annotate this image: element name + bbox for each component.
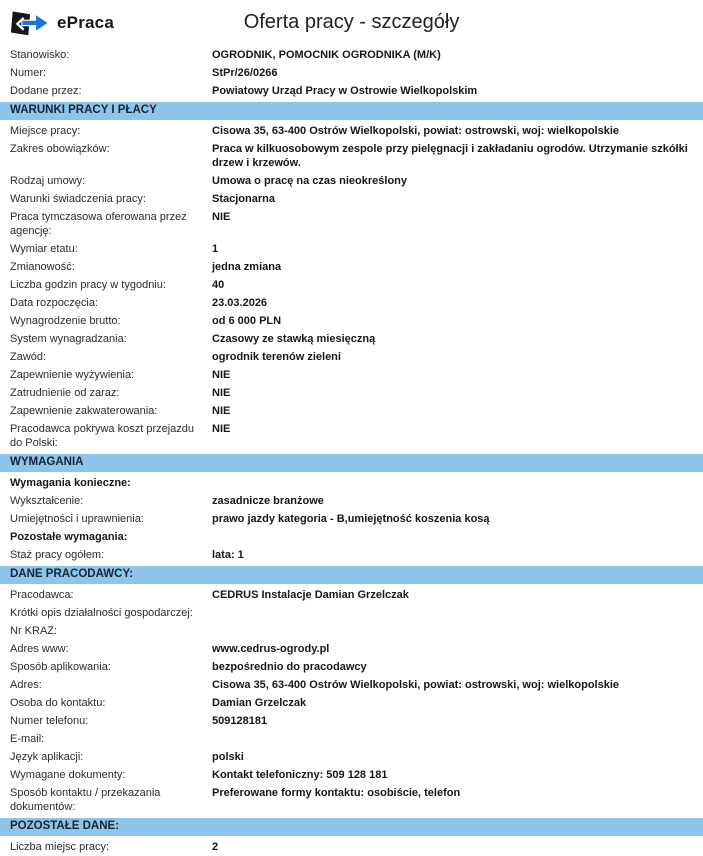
section-header: WARUNKI PRACY I PŁACY — [0, 102, 703, 120]
field-value: NIE — [212, 369, 231, 381]
field-value: Cisowa 35, 63-400 Ostrów Wielkopolski, powiat: ostrowski, woj: wielkopolskie — [212, 679, 620, 691]
field-value: 1 — [212, 243, 219, 255]
field-label: Liczba miejsc pracy: — [10, 841, 110, 853]
field-label: Zapewnienie wyżywienia: — [10, 369, 135, 381]
section-header: POZOSTAŁE DANE: — [0, 818, 703, 836]
field-value: StPr/26/0266 — [212, 67, 278, 79]
field-row — [0, 190, 703, 208]
field-row — [0, 766, 703, 784]
app-logo — [10, 7, 114, 38]
field-label: Osoba do kontaktu: — [10, 697, 106, 709]
field-label: Nr KRAZ: — [10, 625, 58, 637]
field-label: Pracodawca pokrywa koszt przejazdu do Polski: — [10, 423, 195, 449]
field-row — [0, 330, 703, 348]
field-label: Zawód: — [10, 351, 47, 363]
field-label: Zapewnienie zakwaterowania: — [10, 405, 158, 417]
field-label: Numer telefonu: — [10, 715, 89, 727]
field-value: NIE — [212, 405, 231, 417]
field-value: 23.03.2026 — [212, 297, 268, 309]
field-row — [0, 294, 703, 312]
subheading-label: Wymagania konieczne: — [10, 477, 131, 489]
field-value: od 6 000 PLN — [212, 315, 282, 327]
field-value: Powiatowy Urząd Pracy w Ostrowie Wielkopolskim — [212, 85, 478, 97]
sections — [0, 45, 703, 856]
field-label: Umiejętności i uprawnienia: — [10, 513, 144, 525]
field-label: Sposób kontaktu / przekazania dokumentów: — [10, 787, 161, 813]
page-header — [0, 0, 703, 45]
field-row — [0, 492, 703, 510]
field-value: Czasowy ze stawką miesięczną — [212, 333, 376, 345]
logo-text: ePraca — [57, 12, 114, 32]
field-row — [0, 276, 703, 294]
field-row — [0, 82, 703, 100]
field-row — [0, 676, 703, 694]
field-value: 40 — [212, 279, 225, 291]
field-row — [0, 384, 703, 402]
field-row — [0, 420, 703, 452]
field-value: Praca w kilkuosobowym zespole przy pielęgnacji i zakładaniu ogrodów. Utrzymanie szkółki drzew i krzewów. — [212, 143, 688, 169]
section-header: WYMAGANIA — [0, 454, 703, 472]
epraca-logo-icon — [10, 7, 52, 38]
section-header: DANE PRACODAWCY: — [0, 566, 703, 584]
field-label: Zatrudnienie od zaraz: — [10, 387, 120, 399]
field-row — [0, 838, 703, 856]
field-row — [0, 240, 703, 258]
field-value: Cisowa 35, 63-400 Ostrów Wielkopolski, powiat: ostrowski, woj: wielkopolskie — [212, 125, 620, 137]
field-value: NIE — [212, 211, 231, 223]
field-row — [0, 730, 703, 748]
field-value: Preferowane formy kontaktu: osobiście, telefon — [212, 787, 461, 799]
field-label: Numer: — [10, 67, 47, 79]
field-row — [0, 258, 703, 276]
field-row — [0, 748, 703, 766]
subheading-row — [0, 474, 703, 492]
field-row — [0, 366, 703, 384]
field-value: bezpośrednio do pracodawcy — [212, 661, 367, 673]
field-label: Język aplikacji: — [10, 751, 84, 763]
field-row — [0, 784, 703, 816]
field-row — [0, 140, 703, 172]
field-row — [0, 586, 703, 604]
field-value: NIE — [212, 387, 231, 399]
field-row — [0, 64, 703, 82]
field-value: prawo jazdy kategoria - B,umiejętność koszenia kosą — [212, 513, 490, 525]
field-value: Stacjonarna — [212, 193, 275, 205]
field-value: CEDRUS Instalacje Damian Grzelczak — [212, 589, 409, 601]
field-row — [0, 348, 703, 366]
field-value: zasadnicze branżowe — [212, 495, 324, 507]
field-value: polski — [212, 751, 244, 763]
field-value: jedna zmiana — [212, 261, 282, 273]
field-value: OGRODNIK, POMOCNIK OGRODNIKA (M/K) — [212, 49, 441, 61]
field-label: Liczba godzin pracy w tygodniu: — [10, 279, 166, 291]
field-row — [0, 402, 703, 420]
field-label: Miejsce pracy: — [10, 125, 81, 137]
field-label: Krótki opis działalności gospodarczej: — [10, 607, 193, 619]
field-label: Data rozpoczęcia: — [10, 297, 99, 309]
field-label: Wymiar etatu: — [10, 243, 78, 255]
field-value: NIE — [212, 423, 231, 435]
field-value: 2 — [212, 841, 219, 853]
field-label: Wykształcenie: — [10, 495, 84, 507]
field-label: E-mail: — [10, 733, 45, 745]
field-label: Staż pracy ogółem: — [10, 549, 105, 561]
field-row — [0, 312, 703, 330]
field-row — [0, 510, 703, 528]
field-value: lata: 1 — [212, 549, 244, 561]
field-row — [0, 694, 703, 712]
field-label: System wynagradzania: — [10, 333, 127, 345]
page-title: Oferta pracy - szczegóły — [243, 11, 460, 33]
field-row — [0, 208, 703, 240]
field-label: Warunki świadczenia pracy: — [10, 193, 146, 205]
field-value: ogrodnik terenów zieleni — [212, 351, 341, 363]
field-row — [0, 640, 703, 658]
field-row — [0, 46, 703, 64]
field-value: Umowa o pracę na czas nieokreślony — [212, 175, 408, 187]
field-value: 509128181 — [212, 715, 268, 727]
field-row — [0, 712, 703, 730]
field-label: Wymagane dokumenty: — [10, 769, 126, 781]
field-label: Rodzaj umowy: — [10, 175, 86, 187]
field-label: Pracodawca: — [10, 589, 74, 601]
subheading-label: Pozostałe wymagania: — [10, 531, 128, 543]
field-label: Wynagrodzenie brutto: — [10, 315, 121, 327]
field-label: Adres www: — [10, 643, 69, 655]
field-row — [0, 622, 703, 640]
field-row — [0, 122, 703, 140]
field-label: Zmianowość: — [10, 261, 75, 273]
field-value: www.cedrus-ogrody.pl — [212, 643, 330, 655]
field-label: Sposób aplikowania: — [10, 661, 111, 673]
field-value: Kontakt telefoniczny: 509 128 181 — [212, 769, 388, 781]
field-row — [0, 604, 703, 622]
field-row — [0, 658, 703, 676]
subheading-row — [0, 528, 703, 546]
field-label: Praca tymczasowa oferowana przez agencję: — [10, 211, 187, 237]
field-row — [0, 172, 703, 190]
field-label: Zakres obowiązków: — [10, 143, 110, 155]
field-row — [0, 546, 703, 564]
field-label: Dodane przez: — [10, 85, 82, 97]
field-label: Stanowisko: — [10, 49, 70, 61]
field-value: Damian Grzelczak — [212, 697, 307, 709]
field-label: Adres: — [10, 679, 42, 691]
